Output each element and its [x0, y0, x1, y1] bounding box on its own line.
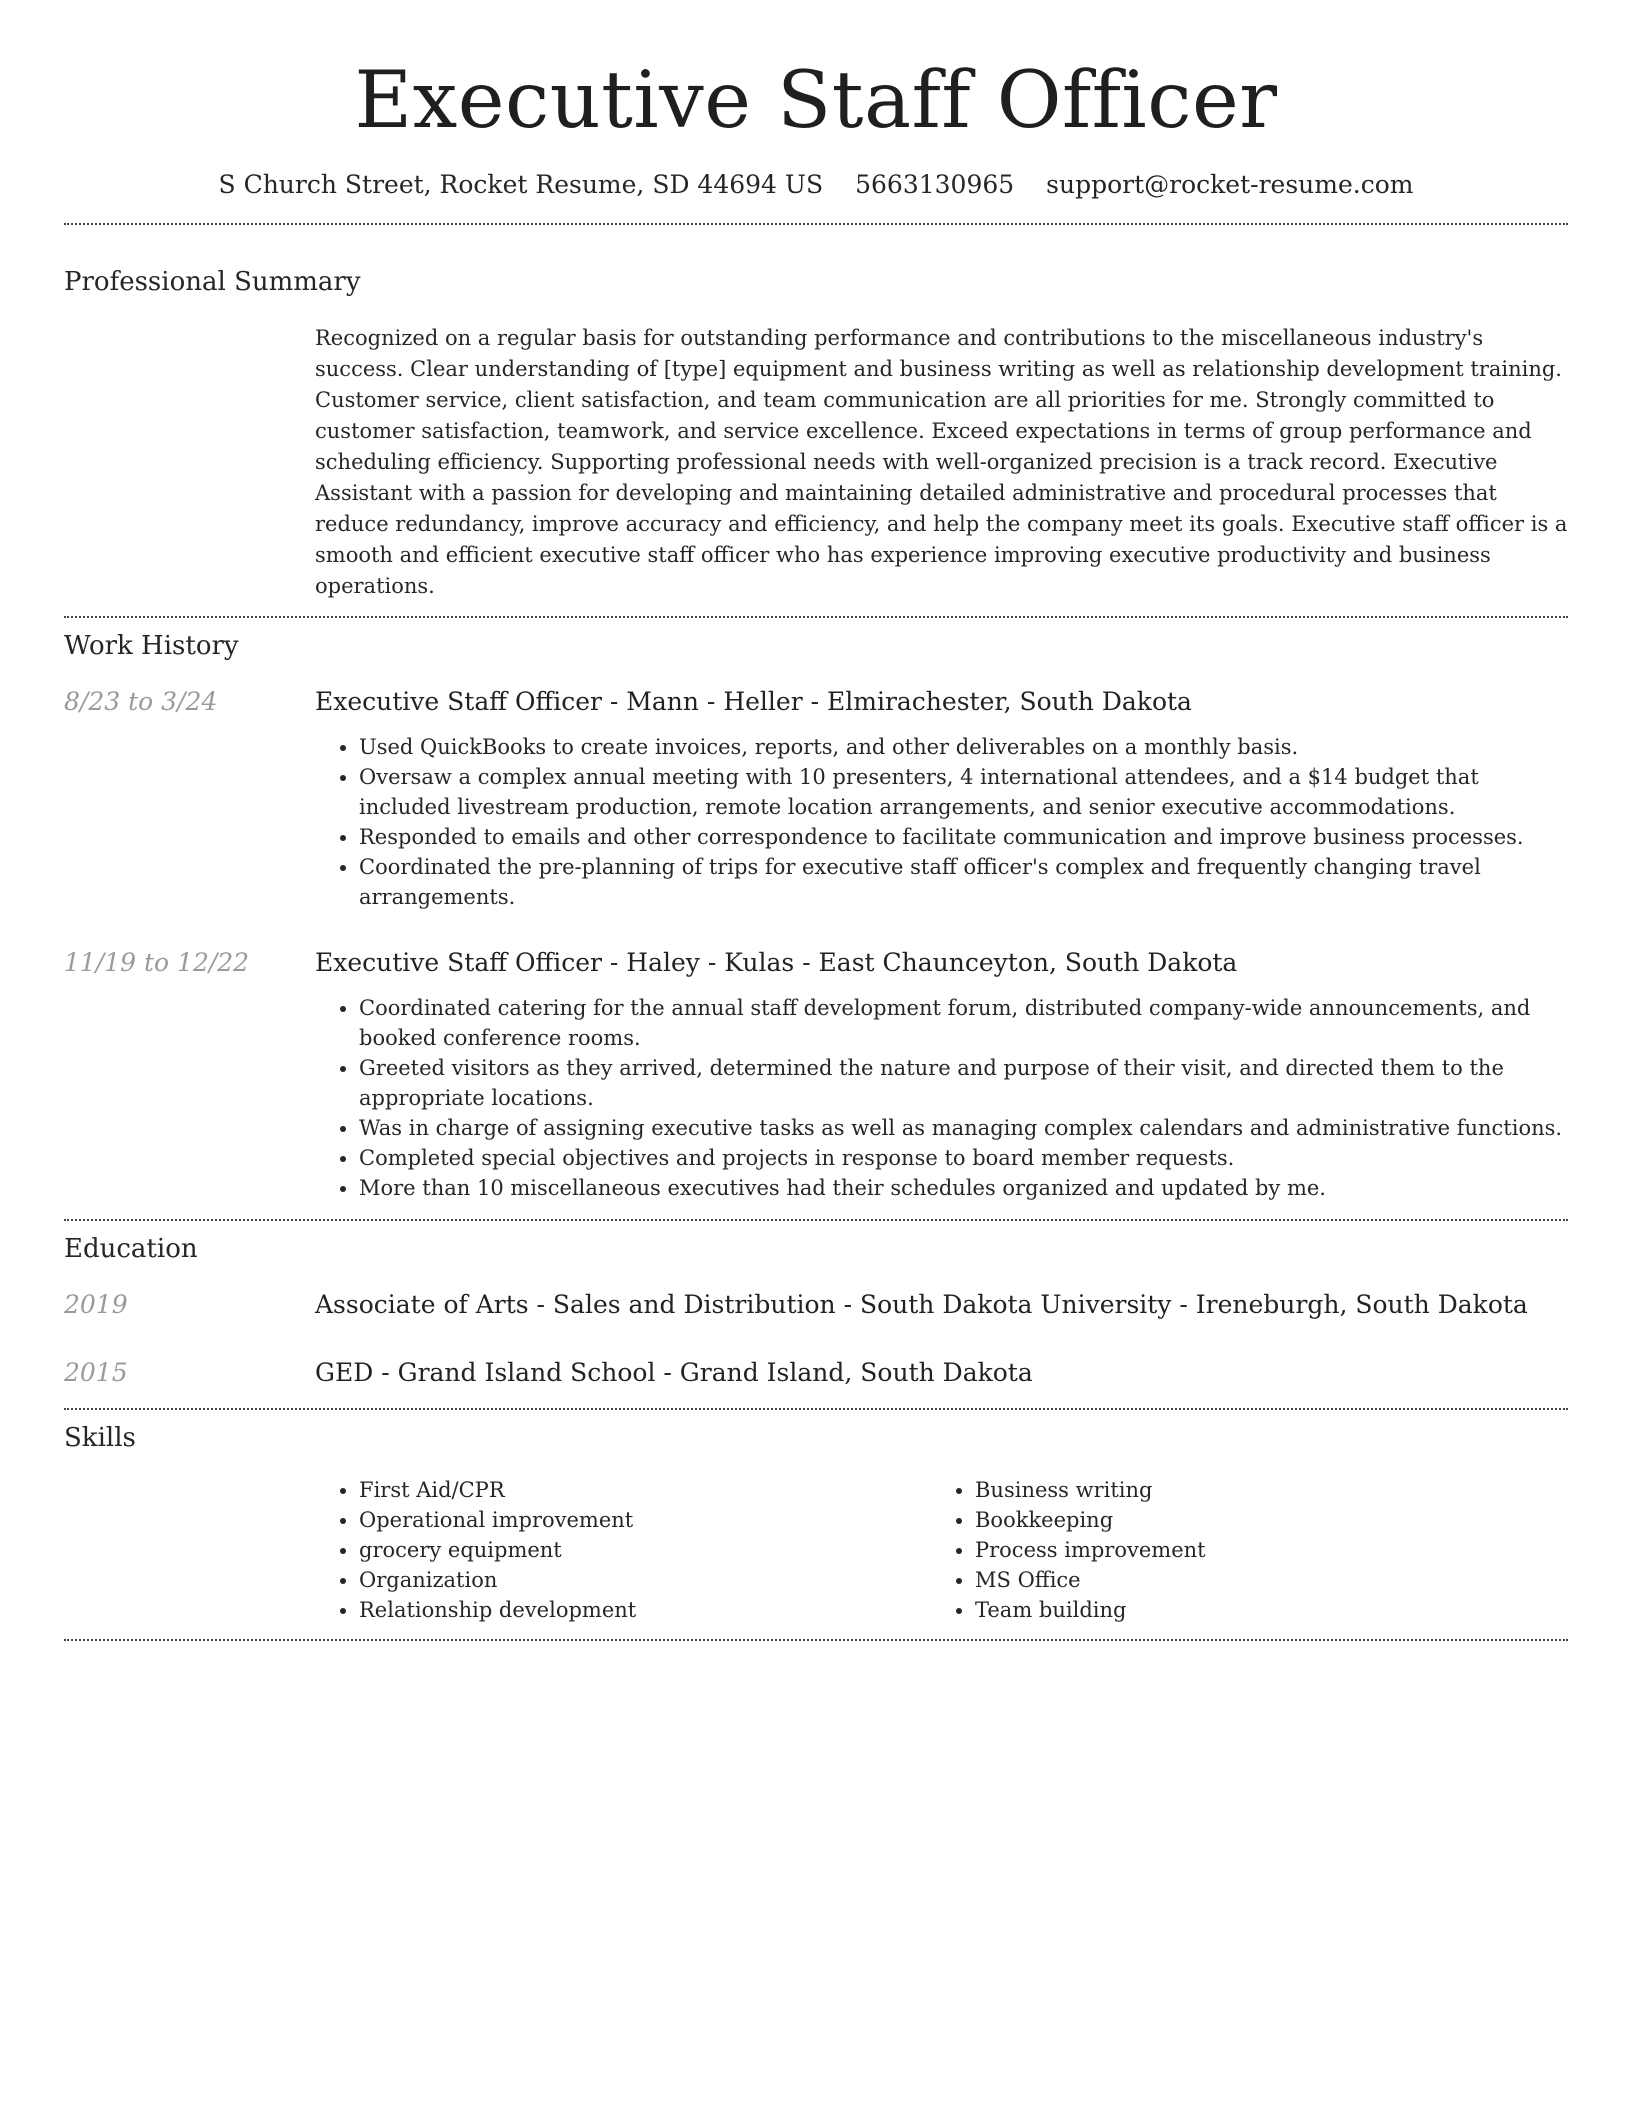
resume-header [64, 0, 1568, 202]
section-divider [64, 223, 1568, 225]
skill-item: • Operational improvement [359, 1505, 931, 1535]
education-year: 2019 [64, 1290, 128, 1319]
skills-column-right [931, 1475, 1547, 1625]
skill-item: • First Aid/CPR [359, 1475, 931, 1505]
education-title: GED - Grand Island School - Grand Island, South Dakota [315, 1358, 1033, 1387]
education-body [315, 1356, 1568, 1390]
professional-summary-section [64, 265, 1568, 602]
job-entry [64, 685, 1568, 912]
page-title: Executive Staff Officer [354, 54, 1278, 146]
skill-item: • Organization [359, 1565, 931, 1595]
section-divider [64, 616, 1568, 618]
job-title: Executive Staff Officer - Haley - Kulas - East Chaunceyton, South Dakota [315, 948, 1238, 977]
job-dates: 8/23 to 3/24 [64, 687, 218, 716]
section-title-education: Education [64, 1234, 198, 1264]
work-history-section [64, 629, 1568, 1203]
summary-text: Recognized on a regular basis for outstanding performance and contributions to the miscellaneous industry's success. Clear understanding of [type] equipment and business writing as well as relationship development training. Customer service, client satisfaction, and team communication are all priorities for me. Strongly committed to customer satisfaction, teamwork, and service excellence. Exceed expectations in terms of group performance and scheduling efficiency. Supporting professional needs with well-organized precision is a track record. Executive Assistant with a passion for developing and maintaining detailed administrative and procedural processes that reduce redundancy, improve accuracy and efficiency, and help the company meet its goals. Executive staff officer is a smooth and efficient executive staff officer who has experience improving executive productivity and business operations. [315, 326, 1568, 598]
job-bullet: • Completed special objectives and projects in response to board member requests. [359, 1143, 1568, 1173]
section-title-work-history: Work History [64, 631, 239, 661]
education-title: Associate of Arts - Sales and Distribution - South Dakota University - Ireneburgh, South Dakota [315, 1290, 1528, 1319]
skills-column-left [315, 1475, 931, 1625]
job-title: Executive Staff Officer - Mann - Heller - Elmirachester, South Dakota [315, 687, 1192, 716]
education-entry [64, 1288, 1568, 1322]
skill-item: • MS Office [975, 1565, 1547, 1595]
job-bullet: • Was in charge of assigning executive tasks as well as managing complex calendars and administrative functions. [359, 1113, 1568, 1143]
contact-phone: 5663130965 [855, 170, 1015, 199]
job-bullets [315, 732, 1568, 912]
skills-section [64, 1421, 1568, 1625]
education-body [315, 1288, 1568, 1322]
job-body [315, 946, 1568, 1203]
education-entry [64, 1356, 1568, 1390]
job-bullet: • Greeted visitors as they arrived, determined the nature and purpose of their visit, and directed them to the appropriate locations. [359, 1053, 1568, 1113]
section-divider [64, 1408, 1568, 1410]
section-divider [64, 1219, 1568, 1221]
job-entry [64, 946, 1568, 1203]
contact-line [64, 168, 1568, 202]
skill-item: • Relationship development [359, 1595, 931, 1625]
job-bullets [315, 993, 1568, 1203]
job-body [315, 685, 1568, 912]
section-divider [64, 1639, 1568, 1641]
skill-item: • Team building [975, 1595, 1547, 1625]
job-dates: 11/19 to 12/22 [64, 948, 250, 977]
education-section [64, 1232, 1568, 1390]
contact-address: S Church Street, Rocket Resume, SD 44694 US [218, 170, 824, 199]
job-bullet: • Coordinated catering for the annual staff development forum, distributed company-wide announcements, and booked conference rooms. [359, 993, 1568, 1053]
skills-list [315, 1475, 931, 1625]
section-title-skills: Skills [64, 1423, 136, 1453]
skill-item: • Bookkeeping [975, 1505, 1547, 1535]
education-year: 2015 [64, 1358, 128, 1387]
job-bullet: • Oversaw a complex annual meeting with 10 presenters, 4 international attendees, and a $14 budget that included livestream production, remote location arrangements, and senior executive accommodations. [359, 762, 1568, 822]
job-bullet: • More than 10 miscellaneous executives had their schedules organized and updated by me. [359, 1173, 1568, 1203]
skills-list [931, 1475, 1547, 1625]
job-bullet: • Used QuickBooks to create invoices, reports, and other deliverables on a monthly basis. [359, 732, 1568, 762]
contact-email: support@rocket-resume.com [1046, 170, 1414, 199]
skills-grid [315, 1475, 1568, 1625]
job-bullet: • Responded to emails and other correspondence to facilitate communication and improve business processes. [359, 822, 1568, 852]
skill-item: • grocery equipment [359, 1535, 931, 1565]
job-bullet: • Coordinated the pre-planning of trips for executive staff officer's complex and frequently changing travel arrangements. [359, 852, 1568, 912]
skill-item: • Process improvement [975, 1535, 1547, 1565]
resume-page [64, 0, 1568, 1641]
skill-item: • Business writing [975, 1475, 1547, 1505]
section-title-summary: Professional Summary [64, 267, 361, 297]
